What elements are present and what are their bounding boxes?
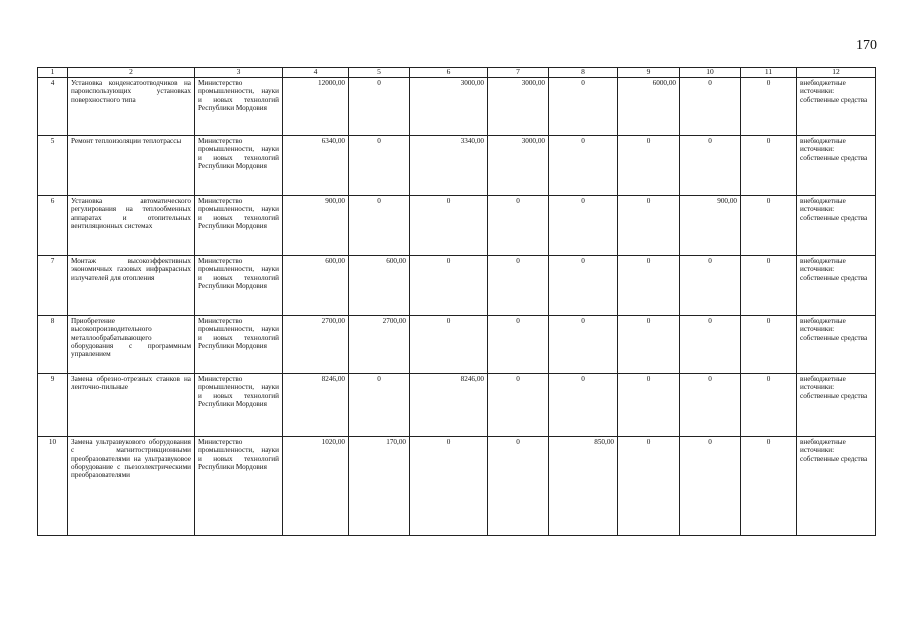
responsible-org: Министерство промышленности, науки и новых технологий Республики Мордовия (195, 196, 283, 256)
table-row (38, 196, 876, 256)
cell-total: 600,00 (283, 256, 349, 316)
cell-value: 0 (618, 196, 680, 256)
responsible-org: Министерство промышленности, науки и новых технологий Республики Мордовия (195, 316, 283, 374)
header-cell: 6 (410, 68, 488, 78)
cell-value: 850,00 (549, 437, 618, 536)
responsible-org: Министерство промышленности, науки и новых технологий Республики Мордовия (195, 437, 283, 536)
measure-name: Замена обрезно-отрезных станков на ленточно-пильные (68, 374, 195, 437)
funding-source: внебюджетные источники: собственные средства (797, 256, 876, 316)
cell-value: 0 (680, 78, 741, 136)
cell-value: 0 (618, 316, 680, 374)
cell-total: 12000,00 (283, 78, 349, 136)
responsible-org: Министерство промышленности, науки и новых технологий Республики Мордовия (195, 136, 283, 196)
responsible-org: Министерство промышленности, науки и новых технологий Республики Мордовия (195, 374, 283, 437)
responsible-org: Министерство промышленности, науки и новых технологий Республики Мордовия (195, 256, 283, 316)
cell-value: 0 (618, 256, 680, 316)
page-number: 170 (856, 38, 877, 53)
cell-value: 0 (488, 196, 549, 256)
cell-value: 3000,00 (410, 78, 488, 136)
measure-name: Замена ультразвукового оборудования с магнитострикционными преобразователями на ультразвуковое оборудование с пьезоэлектрическими преобразователями (68, 437, 195, 536)
cell-value: 0 (680, 374, 741, 437)
cell-value: 0 (349, 374, 410, 437)
measure-name: Приобретение высокопроизводительного металлообрабатывающего оборудования с программным управлением (68, 316, 195, 374)
header-cell: 10 (680, 68, 741, 78)
cell-value: 0 (741, 437, 797, 536)
row-number: 4 (38, 78, 68, 136)
measure-name: Ремонт теплоизоляции теплотрассы (68, 136, 195, 196)
measure-name: Установка конденсатоотводчиков на пароиспользующих установках поверхностного типа (68, 78, 195, 136)
funding-source: внебюджетные источники: собственные средства (797, 196, 876, 256)
row-number: 9 (38, 374, 68, 437)
table-row (38, 316, 876, 374)
cell-value: 8246,00 (410, 374, 488, 437)
cell-value: 900,00 (680, 196, 741, 256)
cell-value: 0 (410, 437, 488, 536)
row-number: 6 (38, 196, 68, 256)
measure-name: Монтаж высокоэффективных экономичных газовых инфракрасных излучателей для отопления (68, 256, 195, 316)
funding-source: внебюджетные источники: собственные средства (797, 78, 876, 136)
row-number: 5 (38, 136, 68, 196)
cell-value: 0 (618, 437, 680, 536)
header-cell: 5 (349, 68, 410, 78)
cell-value: 0 (349, 78, 410, 136)
cell-value: 0 (680, 316, 741, 374)
funding-source: внебюджетные источники: собственные средства (797, 437, 876, 536)
cell-value: 2700,00 (349, 316, 410, 374)
cell-value: 0 (741, 196, 797, 256)
header-cell: 1 (38, 68, 68, 78)
cell-total: 2700,00 (283, 316, 349, 374)
cell-value: 170,00 (349, 437, 410, 536)
cell-value: 0 (741, 136, 797, 196)
cell-value: 0 (410, 196, 488, 256)
cell-total: 900,00 (283, 196, 349, 256)
cell-value: 0 (488, 374, 549, 437)
cell-value: 0 (741, 374, 797, 437)
row-number: 10 (38, 437, 68, 536)
cell-value: 0 (741, 256, 797, 316)
measure-name: Установка автоматического регулирования на теплообменных аппаратах и отопительных вентиляционных системах (68, 196, 195, 256)
table-row (38, 136, 876, 196)
cell-value: 600,00 (349, 256, 410, 316)
cell-value: 0 (488, 316, 549, 374)
table-row (38, 256, 876, 316)
cell-value: 0 (549, 136, 618, 196)
cell-value: 0 (410, 316, 488, 374)
cell-value: 0 (549, 256, 618, 316)
cell-value: 0 (618, 374, 680, 437)
cell-value: 6000,00 (618, 78, 680, 136)
funding-source: внебюджетные источники: собственные средства (797, 316, 876, 374)
responsible-org: Министерство промышленности, науки и новых технологий Республики Мордовия (195, 78, 283, 136)
cell-value: 0 (680, 437, 741, 536)
table-row (38, 374, 876, 437)
cell-total: 6340,00 (283, 136, 349, 196)
cell-value: 0 (741, 316, 797, 374)
cell-value: 0 (549, 78, 618, 136)
header-cell: 12 (797, 68, 876, 78)
funding-source: внебюджетные источники: собственные средства (797, 136, 876, 196)
funding-source: внебюджетные источники: собственные средства (797, 374, 876, 437)
header-cell: 3 (195, 68, 283, 78)
cell-value: 0 (410, 256, 488, 316)
cell-value: 0 (680, 136, 741, 196)
cell-value: 3000,00 (488, 78, 549, 136)
cell-value: 0 (741, 78, 797, 136)
cell-value: 0 (549, 374, 618, 437)
cell-value: 0 (349, 196, 410, 256)
cell-value: 3000,00 (488, 136, 549, 196)
cell-value: 0 (680, 256, 741, 316)
header-cell: 2 (68, 68, 195, 78)
cell-value: 0 (488, 256, 549, 316)
cell-value: 0 (349, 136, 410, 196)
program-table (37, 67, 876, 536)
header-cell: 7 (488, 68, 549, 78)
header-cell: 4 (283, 68, 349, 78)
header-row (38, 68, 876, 78)
row-number: 8 (38, 316, 68, 374)
header-cell: 9 (618, 68, 680, 78)
header-cell: 11 (741, 68, 797, 78)
cell-value: 0 (488, 437, 549, 536)
cell-value: 0 (549, 196, 618, 256)
table-row (38, 437, 876, 536)
header-cell: 8 (549, 68, 618, 78)
row-number: 7 (38, 256, 68, 316)
cell-total: 1020,00 (283, 437, 349, 536)
cell-value: 0 (618, 136, 680, 196)
cell-total: 8246,00 (283, 374, 349, 437)
table-row (38, 78, 876, 136)
cell-value: 3340,00 (410, 136, 488, 196)
cell-value: 0 (549, 316, 618, 374)
